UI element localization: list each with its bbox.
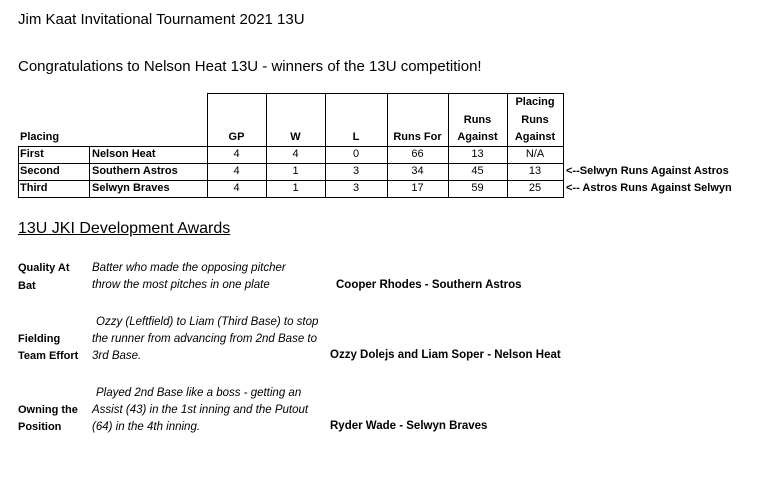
header-w: W [290, 131, 301, 143]
awards-section-title: 13U JKI Development Awards [18, 220, 231, 237]
header-runs-for: Runs For [393, 131, 442, 143]
row-l: 0 [352, 148, 360, 160]
row-gp: 4 [233, 148, 240, 160]
row-team: Southern Astros [92, 165, 178, 177]
header-placing: Placing [20, 131, 60, 143]
row-runs-against: 45 [471, 165, 484, 177]
row-w: 1 [292, 182, 299, 194]
header-placing-ra-1: Placing [515, 96, 555, 108]
row-runs-against: 13 [471, 148, 484, 160]
header-runs-against-1: Runs [463, 114, 492, 126]
award-description: Batter who made the opposing pitcher throw the most pitches in one plate [92, 262, 286, 291]
award-label-line1: Owning the [18, 404, 78, 416]
row-placing: Second [20, 165, 60, 177]
row-placing-runs-against: 25 [528, 182, 542, 194]
award-label-line2: Team Effort [18, 350, 79, 362]
row-gp: 4 [233, 182, 240, 194]
row-l: 3 [352, 165, 360, 177]
award-label-line2: Bat [18, 280, 36, 292]
header-gp: GP [228, 131, 245, 143]
row-w: 4 [292, 148, 299, 160]
row-l: 3 [352, 182, 360, 194]
header-runs-against-2: Against [457, 131, 498, 143]
row-team: Nelson Heat [92, 148, 156, 160]
award-winner: Cooper Rhodes - Southern Astros [336, 279, 522, 291]
row-gp: 4 [233, 165, 240, 177]
award-label-line1: Fielding [18, 333, 61, 345]
row-placing-runs-against: N/A [525, 148, 545, 160]
row-runs-for: 34 [411, 165, 424, 177]
row-note: <--Selwyn Runs Against Astros [566, 165, 729, 177]
award-description: Ozzy (Leftfield) to Liam (Third Base) to stop the runner from advancing from 2nd Base to 3rd Base. [92, 316, 319, 362]
award-label-line2: Position [18, 421, 62, 433]
header-placing-ra-2: Runs [521, 114, 549, 126]
row-runs-for: 66 [411, 148, 424, 160]
award-winner: Ryder Wade - Selwyn Braves [330, 420, 488, 432]
row-placing: Third [20, 182, 48, 194]
header-l: L [352, 131, 360, 143]
row-runs-for: 17 [411, 182, 424, 194]
row-w: 1 [292, 165, 299, 177]
award-winner: Ozzy Dolejs and Liam Soper - Nelson Heat [330, 349, 561, 361]
award-label-line1: Quality At [18, 262, 70, 274]
row-placing-runs-against: 13 [528, 165, 542, 177]
congratulations-text: Congratulations to Nelson Heat 13U - winners of the 13U competition! [18, 58, 482, 75]
header-placing-ra-3: Against [514, 131, 556, 143]
document-title: Jim Kaat Invitational Tournament 2021 13U [18, 11, 305, 28]
row-runs-against: 59 [471, 182, 484, 194]
award-description: Played 2nd Base like a boss - getting an Assist (43) in the 1st inning and the Putout (64) in the 4th inning. [92, 387, 309, 433]
row-note: <-- Astros Runs Against Selwyn [566, 182, 732, 194]
row-placing: First [20, 148, 44, 160]
row-team: Selwyn Braves [92, 182, 170, 194]
